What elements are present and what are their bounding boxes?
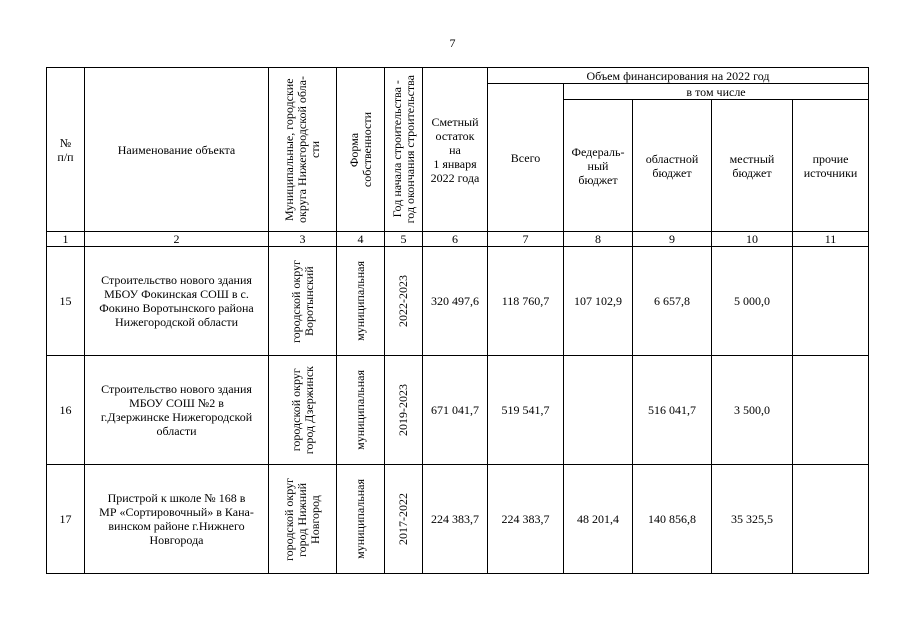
- row-municipality: [269, 465, 337, 574]
- row-local: 35 325,5: [712, 465, 793, 574]
- row-federal: 48 201,4: [564, 465, 633, 574]
- column-number: 1: [47, 232, 85, 247]
- table-row: [47, 465, 869, 574]
- header-object-name: Наименование объекта: [85, 68, 269, 232]
- row-regional: 140 856,8: [633, 465, 712, 574]
- row-municipality-text: городской округ город Дзержинск: [288, 365, 316, 455]
- row-federal: [564, 356, 633, 465]
- row-ownership: [337, 247, 385, 356]
- row-estimate: 224 383,7: [423, 465, 488, 574]
- header-total: Всего: [488, 84, 564, 232]
- row-object-name: Пристрой к школе № 168 в МР «Сортировочный» в Кана- винском районе г.Нижнего Новгорода: [85, 465, 269, 574]
- row-total: 118 760,7: [488, 247, 564, 356]
- column-number: 10: [712, 232, 793, 247]
- row-municipality-text: городской округ Воротынский: [288, 259, 316, 343]
- row-regional: 6 657,8: [633, 247, 712, 356]
- header-estimate: Сметный остаток на 1 января 2022 года: [423, 68, 488, 232]
- column-number: 2: [85, 232, 269, 247]
- header-years: [385, 68, 423, 232]
- header-ownership-text: Форма собственности: [346, 111, 374, 188]
- header-municipality-text: Муниципальные, городские округа Нижегородской обла- сти: [282, 76, 322, 223]
- header-municipality: [269, 68, 337, 232]
- header-local: местный бюджет: [712, 100, 793, 232]
- header-ownership: [337, 68, 385, 232]
- row-years: [385, 465, 423, 574]
- row-municipality: [269, 247, 337, 356]
- row-other: [793, 465, 869, 574]
- row-local: 5 000,0: [712, 247, 793, 356]
- row-local: 3 500,0: [712, 356, 793, 465]
- row-years: [385, 247, 423, 356]
- row-estimate: 671 041,7: [423, 356, 488, 465]
- row-years-text: 2017-2022: [396, 493, 410, 545]
- row-object-name: Строительство нового здания МБОУ СОШ №2 в г.Дзержинске Нижегородской области: [85, 356, 269, 465]
- column-number: 4: [337, 232, 385, 247]
- row-years-text: 2019-2023: [396, 384, 410, 436]
- row-estimate: 320 497,6: [423, 247, 488, 356]
- header-including: в том числе: [564, 84, 869, 100]
- header-years-text: Год начала строительства - год окончания строительства: [389, 75, 417, 224]
- row-years-text: 2022-2023: [396, 275, 410, 327]
- row-ownership-text: муниципальная: [353, 261, 367, 341]
- header-no: № п/п: [47, 68, 85, 232]
- column-number-row: [47, 232, 869, 247]
- column-number: 5: [385, 232, 423, 247]
- column-number: 11: [793, 232, 869, 247]
- table-row: [47, 356, 869, 465]
- row-federal: 107 102,9: [564, 247, 633, 356]
- row-years: [385, 356, 423, 465]
- row-object-name: Строительство нового здания МБОУ Фокинская СОШ в с. Фокино Воротынского района Нижегородской области: [85, 247, 269, 356]
- column-number: 9: [633, 232, 712, 247]
- header-other: прочие источники: [793, 100, 869, 232]
- row-total: 224 383,7: [488, 465, 564, 574]
- column-number: 7: [488, 232, 564, 247]
- row-regional: 516 041,7: [633, 356, 712, 465]
- table-row: [47, 247, 869, 356]
- header-regional: областной бюджет: [633, 100, 712, 232]
- row-other: [793, 247, 869, 356]
- row-municipality: [269, 356, 337, 465]
- row-ownership: [337, 465, 385, 574]
- page-number: 7: [449, 36, 456, 50]
- financing-table: [46, 67, 869, 574]
- header-federal: Федераль- ный бюджет: [564, 100, 633, 232]
- row-ownership-text: муниципальная: [353, 479, 367, 559]
- row-other: [793, 356, 869, 465]
- row-no: 17: [47, 465, 85, 574]
- header-funding-title: Объем финансирования на 2022 год: [488, 68, 869, 84]
- header-row-main: [47, 68, 869, 84]
- column-number: 3: [269, 232, 337, 247]
- row-no: 16: [47, 356, 85, 465]
- row-ownership: [337, 356, 385, 465]
- row-total: 519 541,7: [488, 356, 564, 465]
- column-number: 8: [564, 232, 633, 247]
- column-number: 6: [423, 232, 488, 247]
- row-no: 15: [47, 247, 85, 356]
- row-municipality-text: городской округ город Нижний Новгород: [282, 477, 322, 561]
- row-ownership-text: муниципальная: [353, 370, 367, 450]
